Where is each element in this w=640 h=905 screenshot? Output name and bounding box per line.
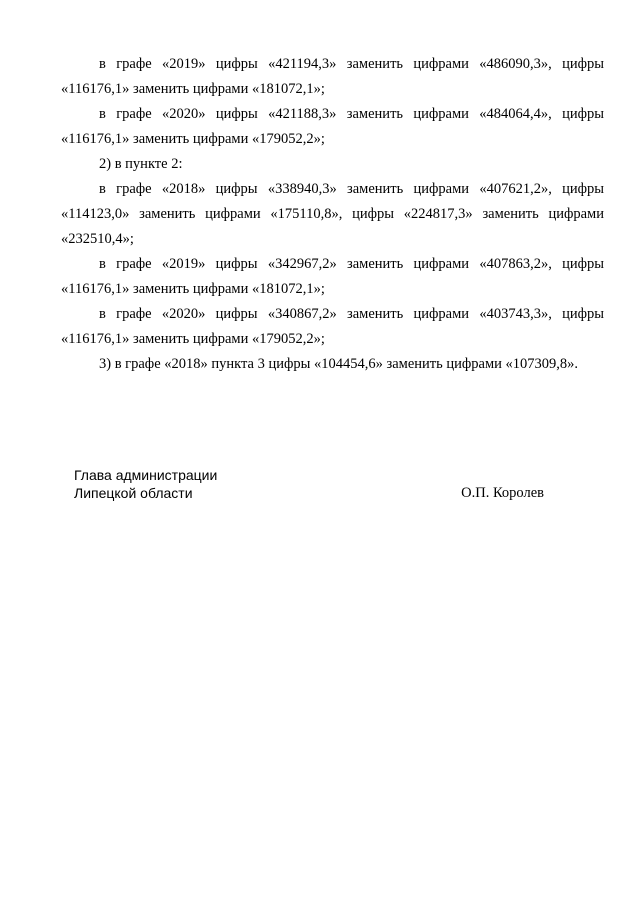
paragraph-2019-item1: в графе «2019» цифры «421194,3» заменить цифрами «486090,3», цифры «116176,1» заменить цифрами «181072,1»; xyxy=(61,56,604,97)
paragraph-2020-item2: в графе «2020» цифры «340867,2» заменить цифрами «403743,3», цифры «116176,1» заменить цифрами «179052,2»; xyxy=(61,306,604,347)
signature-position-line1 xyxy=(74,466,544,484)
signature-position-line2 xyxy=(74,484,544,502)
signature-position-title: Глава администрации xyxy=(74,467,218,483)
paragraph-2020-item1: в графе «2020» цифры «421188,3» заменить цифрами «484064,4», цифры «116176,1» заменить цифрами «179052,2»; xyxy=(61,106,604,147)
paragraph-2018-item2: в графе «2018» цифры «338940,3» заменить цифрами «407621,2», цифры «114123,0» заменить цифрами «175110,8», цифры «224817,3» заменить цифрами «232510,4»; xyxy=(61,181,604,247)
signature-position-region: Липецкой области xyxy=(74,485,193,501)
document-body xyxy=(61,52,604,377)
paragraph-2019-item2: в графе «2019» цифры «342967,2» заменить цифрами «407863,2», цифры «116176,1» заменить цифрами «181072,1»; xyxy=(61,256,604,297)
signature-block xyxy=(74,466,544,502)
paragraph-point-2: 2) в пункте 2: xyxy=(99,156,183,172)
paragraph-point-3: 3) в графе «2018» пункта 3 цифры «104454,6» заменить цифрами «107309,8». xyxy=(99,356,579,372)
signature-name: О.П. Королев xyxy=(461,485,544,501)
